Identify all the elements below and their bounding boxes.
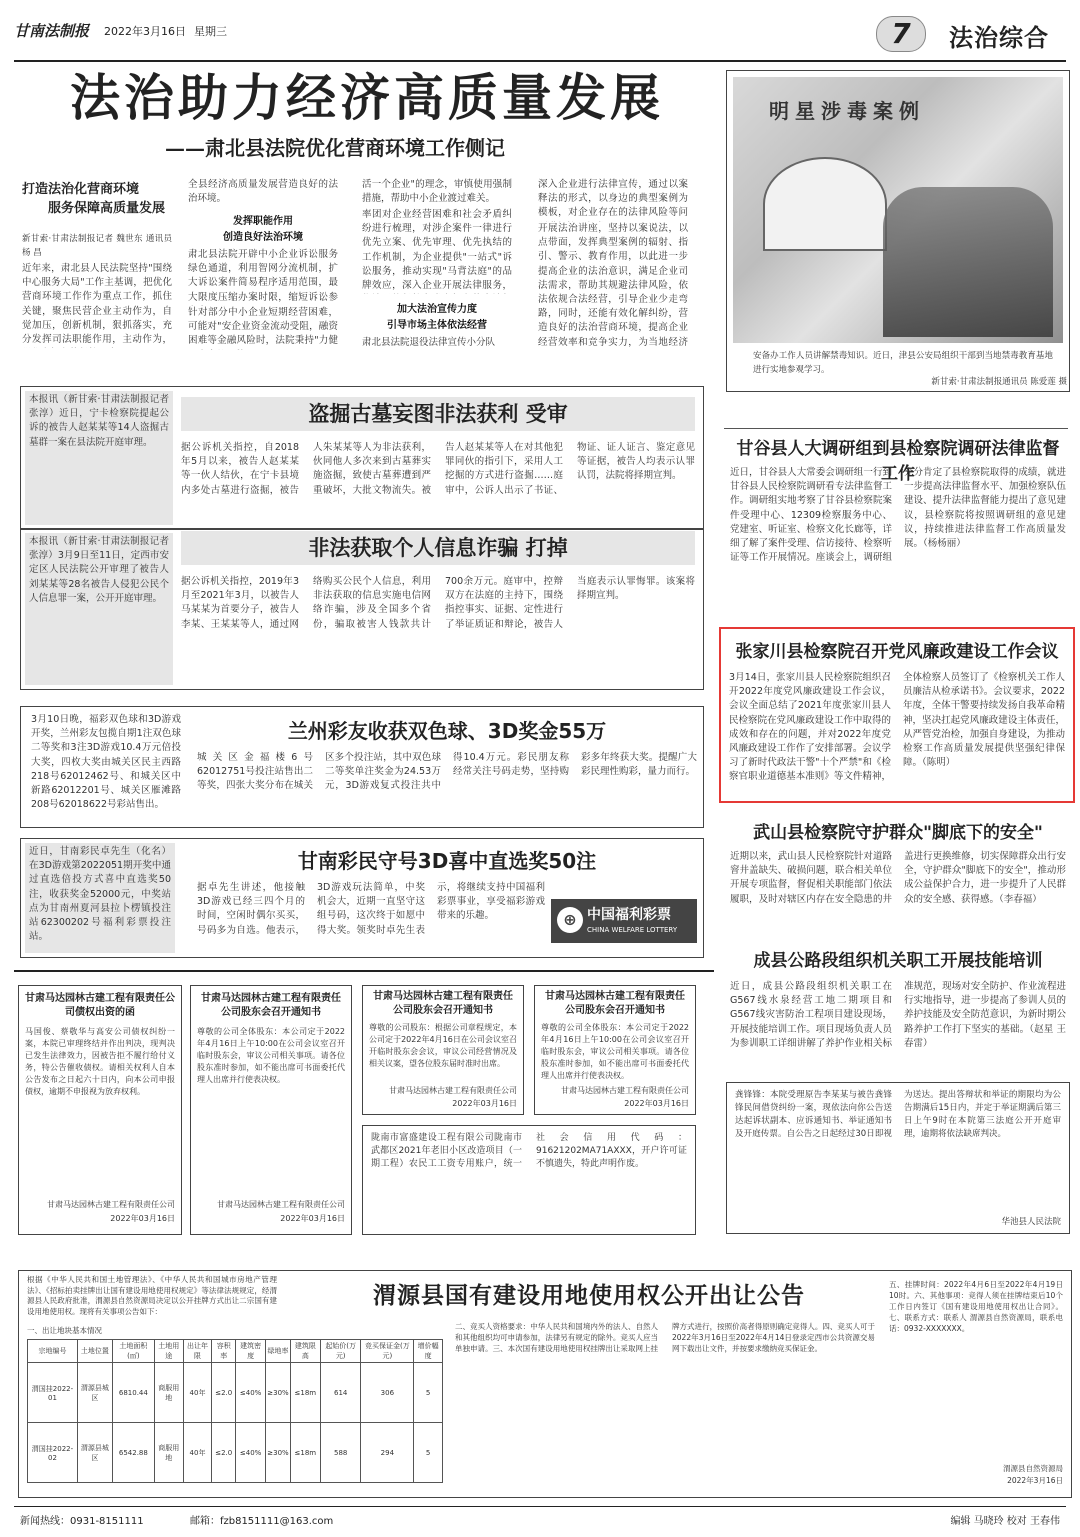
fraud-title-band <box>181 531 695 565</box>
right-article-4-title: 成县公路段组织机关职工开展技能培训 <box>753 951 1043 971</box>
land-th: 容积率 <box>212 1340 236 1363</box>
land-th: 土地用途 <box>154 1340 183 1363</box>
land-cell: 6542.88 <box>112 1423 154 1483</box>
fraud-body: 据公诉机关指控，2019年3月至2021年3月，以被告人马某某为首要分子，被告人李某、王某某等人，通过网络购买公民个人信息，利用非法获取的信息实施电信网络诈骗，涉及全国多个省份，骗取被害人钱款共计700余万元。庭审中，控辩双方在法庭的主持下，围绕指控事实、证据、定性进行了举证质证和辩论，被告人当庭表示认罪悔罪。该案将择期宣判。 <box>181 576 695 630</box>
issue-weekday: 星期三 <box>194 25 227 38</box>
land-th: 建筑密度 <box>235 1340 265 1363</box>
land-table-header-row <box>28 1340 443 1363</box>
notice-1-body: 马国俊、蔡敬华与高安公司债权纠纷一案，本院已审理终结并作出判决，现判决已发生法律效力，因被告拒不履行给付义务，特公告催收债权。请相关权利人自本公告发布之日起六十日内，向本公司申报债权，逾期不申报视为放弃权利。 <box>25 1027 175 1096</box>
lead-col-2a: 全县经济高质量发展营造良好的法治环境。 <box>188 179 338 205</box>
page-footer <box>20 1512 1066 1530</box>
gannan-lead: 近日，甘南彩民卓先生（化名）在3D游戏第2022051期开奖中通过直选倍投方式喜中直选奖50注，收获奖金52000元，中奖站点为甘南州夏河县拉卜楞镇投注站62300202号福利彩票投注站。 <box>29 846 171 943</box>
right-article-3-body: 近期以来，武山县人民检察院针对道路窨井盖缺失、破损问题，联合相关单位开展专项监督，督促相关职能部门依法履职，及时对辖区内存在安全隐患的井盖进行更换维修，切实保障群众出行安全，守护群众"脚底下的安全"，推动形成公益保护合力，进一步提升了人民群众的安全感、获得感。（李春福） <box>730 851 1066 905</box>
notice-3-body: 尊敬的公司股东：根据公司章程规定，本公司定于2022年4月16日在公司会议室召开临时股东会会议，审议公司经营情况及相关议案，望各位股东届时准时出席。 <box>369 1023 517 1068</box>
lead-sub2b: 引导市场主体依法经营 <box>387 320 487 331</box>
right-rule-1 <box>724 428 1068 429</box>
notice-3-title: 甘肃马达园林古建工程有限责任公司股东会召开通知书 <box>373 991 513 1016</box>
hotline-label: 新闻热线： <box>20 1516 70 1527</box>
right-article-3-title: 武山县检察院守护群众"脚底下的安全" <box>753 823 1043 843</box>
lead-sub1: 发挥职能作用 <box>233 216 293 227</box>
lead-col-2c: 针对部分中小企业短期经营困难，可能对"安企业资金流动受阻，融资困难等金融风险时，法院秉持"力健 <box>188 307 338 347</box>
lead-photo <box>733 77 1063 343</box>
land-cell: ≤18m <box>290 1423 320 1483</box>
land-cell: ≤40% <box>235 1423 265 1483</box>
notice-4-footer: 甘肃马达园林古建工程有限责任公司 <box>561 1086 689 1095</box>
land-cell: 渭源县城区 <box>77 1423 112 1483</box>
land-table-grid <box>27 1339 443 1483</box>
land-th: 宗地编号 <box>28 1340 78 1363</box>
table-row <box>28 1363 443 1423</box>
issue-date: 2022年3月16日 <box>104 25 186 38</box>
lead-photo-frame <box>726 70 1070 392</box>
right-article-2-body: 3月14日，张家川县人民检察院组织召开2022年度党风廉政建设工作会议，会议全面总结了2021年度张家川县人民检察院在党风廉政建设工作中取得的成效和存在的问题，并对2022年度党风廉政建设工作作了安排部署。会议学习了新时代政法干警"十个严禁"和《检察官职业道德基本准则》等文件精神，全体检察人员签订了《检察机关工作人员廉洁从检承诺书》。会议要求，2022年度，全体干警要持续发扬自我革命精神，坚决扛起党风廉政建设主体责任，从严管党治检，加强自身建设，为推动检察工作高质量发展提供坚强纪律保障。（陈明） <box>729 672 1065 783</box>
right-article-2-title: 张家川县检察院召开党风廉政建设工作会议 <box>735 642 1059 662</box>
notice-2-date: 2022年03月16日 <box>280 1214 345 1223</box>
land-cell: 5 <box>414 1423 443 1483</box>
notice-3-date: 2022年03月16日 <box>452 1099 517 1108</box>
land-th: 土地面积(㎡) <box>112 1340 154 1363</box>
notice-2-body: 尊敬的公司全体股东：本公司定于2022年4月16日上午10:00在公司会议室召开临时股东会，审议公司相关事项。请各位股东准时参加，如不能出席可书面委托代理人出席并行使表决权。 <box>197 1027 345 1084</box>
court-notices <box>726 1082 1070 1234</box>
land-cell: 商服用地 <box>154 1363 183 1423</box>
article-lottery-gannan <box>20 838 704 958</box>
land-intro: 根据《中华人民共和国土地管理法》、《中华人民共和国城市房地产管理法》、《招标拍卖挂牌出让国有建设用地使用权规定》等法律法规规定，经渭源县人民政府批准，渭源县自然资源局决定以公开挂牌方式出让二宗国有建设用地使用权。现将有关事项公告如下： <box>27 1275 277 1316</box>
notice-1-footer: 甘肃马达园林古建工程有限责任公司 <box>47 1200 175 1209</box>
land-cell: ≤2.0 <box>212 1423 236 1483</box>
land-cell: 40年 <box>183 1423 212 1483</box>
article-tomb <box>20 386 704 530</box>
land-th: 增价幅度 <box>414 1340 443 1363</box>
editor-credit: 编辑 马晓玲 校对 王春伟 <box>950 1516 1060 1527</box>
article-fraud <box>20 528 704 690</box>
gannan-title: 甘南彩民守号3D喜中直选奖50注 <box>297 849 597 873</box>
land-date: 2022年3月16日 <box>1007 1476 1063 1485</box>
court-notices-body: 龚锋锋：本院受理原告李某某与被告龚锋锋民间借贷纠纷一案，现依法向你公告送达起诉状副本、应诉通知书、举证通知书及开庭传票。自公告之日起经过30日即视为送达。提出答辩状和举证的期限均为公告期满后15日内，并定于举证期满后第三日上午9时在本院第三法庭公开开庭审理，逾期将依法缺席判决。 <box>735 1090 1061 1139</box>
intro-title-line2: 服务保障高质量发展 <box>48 201 166 216</box>
land-cell: 294 <box>361 1423 414 1483</box>
hotline: 0931-8151111 <box>70 1516 144 1527</box>
land-cell: 40年 <box>183 1363 212 1423</box>
fraud-title: 非法获取个人信息诈骗 打掉 <box>308 536 568 560</box>
lanzhou-lead: 3月10日晚，福彩双色球和3D游戏开奖，兰州彩友包揽自期1注双色球二等奖和3注3D游戏10.4万元倍投大奖，四枚大奖由城关区民主西路218号62012462号、和城关区中新路62012201号、城关区雁滩路208号62018622号彩站售出。 <box>31 714 181 811</box>
lead-col-2b: 肃北县法院开辟中小企业诉讼服务绿色通道，利用智网分流机制，扩大诉讼案件简易程序适用范围，最大限度压缩办案时限，缩短诉讼参 <box>188 249 338 303</box>
lanzhou-body: 城关区金福楼6号62012751号投注站售出二等奖，四张大奖分布在城关区多个投注站，其中双色球二等奖单注奖金为24.53万元，3D游戏复式投注共中得10.4万元。彩民朋友称经常关注号码走势，坚持购彩多年终获大奖。提醒广大彩民理性购彩，量力而行。 <box>197 752 697 792</box>
masthead <box>14 12 1070 60</box>
lead-byline: 新甘索·甘肃法制报记者 魏世东 通讯员 杨 昌 <box>22 234 172 259</box>
welfare-lottery-logo <box>551 899 697 943</box>
land-cell: 渭国挂2022-01 <box>28 1363 78 1423</box>
notice-1 <box>18 985 182 1235</box>
right-article-1-body: 近日，甘谷县人大常委会调研组一行到甘谷县人民检察院调研看专法律监督工作。调研组实地考察了甘谷县检察院案件受理中心、12309检察服务中心、党建室、听证室、检察文化长廊等，详细了解了案件受理、信访接待、检察听证等工作开展情况。座谈会上，调研组充分肯定了县检察院取得的成绩，就进一步提高法律监督水平、加强检察队伍建设、提升法律监督能力提出了意见建议，县检察院将按照调研组的意见建议，持续推进法律监督工作高质量发展。（杨杨丽） <box>730 467 1066 564</box>
right-article-4-body: 近日，成县公路段组织机关职工在G567线水泉经营工地二期项目和G567线灾害防治工程项目建设现场，开展技能培训工作。项目现场负责人员为参训职工详细讲解了养护作业相关标准规范，现场对安全防护、作业流程进行实地指导，进一步提高了参训人员的养护技能及安全防范意识，为新时期公路养护工作打下坚实的基础。（赵星 王春雷） <box>730 981 1066 1049</box>
land-th: 土地位置 <box>77 1340 112 1363</box>
tomb-lead-block <box>25 391 173 525</box>
article-lottery-lanzhou <box>20 706 704 828</box>
land-table <box>27 1339 443 1483</box>
right-article-2-highlight <box>719 627 1075 803</box>
lead-photo-credit: 新甘索·甘肃法制报通讯员 陈爱莲 摄 <box>931 377 1067 387</box>
land-th: 绿地率 <box>266 1340 290 1363</box>
table-row <box>28 1423 443 1483</box>
section-name: 法治综合 <box>949 24 1049 52</box>
land-cell: 614 <box>320 1363 360 1423</box>
land-th: 出让年限 <box>183 1340 212 1363</box>
welfare-lottery-en: CHINA WELFARE LOTTERY <box>587 926 678 934</box>
tomb-lead: 本报讯（新甘索·甘肃法制报记者 张淳）近日，宁卡检察院提起公诉的被告人赵某某等14人盗掘古墓群一案在县法院开庭审理。 <box>29 394 169 448</box>
notice-5 <box>362 1125 696 1235</box>
email-label: 邮箱： <box>189 1516 220 1527</box>
land-body-middle: 二、竞买人资格要求：中华人民共和国境内外的法人、自然人和其他组织均可申请参加，法律另有规定的除外。竞买人应当单独申请。三、本次国有建设用地使用权挂牌出让采取网上挂牌方式进行，按照价高者得原则确定竞得人。四、竞买人可于2022年3月16日至2022年4月14日登录定西市公共资源交易网下载出让文件，并按要求缴纳竞买保证金。 <box>455 1322 875 1353</box>
intro-title-line1: 打造法治化营商环境 <box>22 182 140 197</box>
land-cell: ≥30% <box>266 1363 290 1423</box>
page-number: 7 <box>891 17 911 50</box>
land-cell: 渭源县城区 <box>77 1363 112 1423</box>
land-notice <box>18 1270 1072 1498</box>
land-cell: 商服用地 <box>154 1423 183 1483</box>
notice-3-footer: 甘肃马达园林古建工程有限责任公司 <box>389 1086 517 1095</box>
notice-1-date: 2022年03月16日 <box>110 1214 175 1223</box>
notice-4-date: 2022年03月16日 <box>624 1099 689 1108</box>
photo-banner-text: 明星涉毒案例 <box>769 99 925 123</box>
notice-3 <box>362 985 524 1115</box>
land-cell: 6810.44 <box>112 1363 154 1423</box>
notice-2 <box>190 985 352 1235</box>
photo-wall-panel <box>763 157 887 251</box>
lead-col-4b: 开展法治讲座，坚持以案说法，以点带面，发挥典型案例的辐射、指引、警示、教育作用，以此进一步提高企业的法治意识，满足企业司法需求，帮助其规避法律风险，依法依规合法经营，引导企业少走弯路，同时，还能有效化解纠纷，营造良好的法治营商环境，提高企业经营效率和竞争实力，为当地经济 <box>538 223 688 348</box>
tomb-body: 据公诉机关指控，自2018年5月以来，被告人赵某某等一伙人结伙，在宁卡县境内多处古墓进行盗掘，被告人朱某某等人为非法获利，伙同他人多次来到古墓葬实施盗掘，致使古墓葬遭到严重破坏，大批文物流失。被告人赵某某等人在对其他犯罪同伙的指引下，采用人工挖掘的方式进行盗掘……庭审中，公诉人出示了书证、物证、证人证言、鉴定意见等证据，被告人均表示认罪认罚，法院将择期宣判。 <box>181 442 695 496</box>
paper-name: 甘南法制报 <box>14 22 90 40</box>
land-cell: 306 <box>361 1363 414 1423</box>
land-cell: ≥30% <box>266 1423 290 1483</box>
photo-people <box>883 187 1053 337</box>
land-cell: 渭国挂2022-02 <box>28 1423 78 1483</box>
land-cell: ≤18m <box>290 1363 320 1423</box>
notice-5-body: 陇南市富盛建设工程有限公司陇南市武都区2021年老旧小区改造项目（一期工程）农民工工资专用账户，统一社会信用代码：91621202MA71AXXX，开户许可证不慎遗失，特此声明作废。 <box>371 1133 687 1169</box>
land-th: 竞买保证金(万元) <box>361 1340 414 1363</box>
gannan-body: 据卓先生讲述，他接触3D游戏已经三四个月的时间，空闲时偶尔买买，号码多为自选。他表示，3D游戏玩法简单，中奖机会大，近期一直坚守这组号码，这次终于如愿中得大奖。领奖时卓先生表示，将继续支持中国福利彩票事业，享受福彩游戏带来的乐趣。 <box>197 882 545 936</box>
lead-col-3a: 活一个企业"的理念，审慎使用强制措施，帮助中小企业渡过难关。 <box>362 179 512 205</box>
notice-1-title: 甘肃马达园林古建工程有限责任公司债权出资的函 <box>25 993 175 1018</box>
land-title: 渭源县国有建设用地使用权公开出让公告 <box>373 1282 805 1309</box>
notice-4-title: 甘肃马达园林古建工程有限责任公司股东会召开通知书 <box>545 991 685 1016</box>
notice-4-body: 尊敬的公司全体股东：本公司定于2022年4月16日上午10:00在公司会议室召开临时股东会，审议公司相关事项。请各位股东准时参加，如不能出席可书面委托代理人出席并行使表决权。 <box>541 1023 689 1080</box>
fraud-lead-block <box>25 533 173 685</box>
land-body-right: 五、挂牌时间：2022年4月6日至2022年4月19日10时。六、其他事项：竞得人须在挂牌结束后10个工作日内签订《国有建设用地使用权出让合同》。七、联系方式：联系人 渭源县自然资源局，联系电话：0932-XXXXXXX。 <box>889 1280 1063 1333</box>
notice-2-title: 甘肃马达园林古建工程有限责任公司股东会召开通知书 <box>201 993 341 1018</box>
land-table-caption: 一、出让地块基本情况 <box>27 1326 102 1335</box>
lead-headline: 法治助力经济高质量发展 <box>70 68 664 127</box>
masthead-rule <box>14 60 1066 62</box>
welfare-lottery-icon: ⊕ <box>557 907 583 933</box>
lead-photo-caption: 安备办工作人员讲解禁毒知识。近日，津县公安局组织干部到当地禁毒教育基地进行实地参观学习。 <box>753 351 1053 376</box>
court-notices-footer: 华池县人民法院 <box>1001 1217 1061 1227</box>
lead-col-3b: 率团对企业经营困难和社会矛盾纠纷进行梳理，对涉企案件一律进行优先立案、优先审理、优先执结的工作机制，为企业提供"一站式"诉讼服务，推动实现"马背法庭"的品牌效应，深入企业开展法律服务， <box>362 209 512 292</box>
gannan-lead-block <box>25 843 175 953</box>
land-footer: 渭源县自然资源局 <box>1003 1464 1063 1473</box>
lead-col-4a: 深入企业进行法律宣传，通过以案释法的形式，以身边的典型案例为模板，对企业存在的法律风险等问 <box>538 179 688 219</box>
lanzhou-title: 兰州彩友收获双色球、3D奖金55万 <box>287 719 607 743</box>
tomb-title: 盗掘古墓妄图非法获利 受审 <box>308 402 568 426</box>
land-cell: 588 <box>320 1423 360 1483</box>
land-cell: ≤2.0 <box>212 1363 236 1423</box>
email: fzb8151111@163.com <box>219 1516 334 1527</box>
land-th: 起始价(万元) <box>320 1340 360 1363</box>
land-cell: 5 <box>414 1363 443 1423</box>
lead-intro-title <box>22 178 182 216</box>
lead-credit: 肃北县法院退役法律宣传小分队 <box>362 337 496 348</box>
lead-col-1: 近年来，肃北县人民法院坚持"围绕中心服务大局"工作主基调，把优化营商环境工作作为重点工作，抓住关键，聚焦民营企业主动作为，自觉加压，创新机制，狠抓落实，充分发挥司法职能作用，主动作为， <box>22 263 172 346</box>
tomb-title-band <box>181 397 695 431</box>
lead-subhead: ——肃北县法院优化营商环境工作侧记 <box>165 136 505 160</box>
footer-rule <box>14 1506 1066 1507</box>
lead-sub2: 加大法治宣传力度 <box>397 304 477 315</box>
notice-2-footer: 甘肃马达园林古建工程有限责任公司 <box>217 1200 345 1209</box>
lead-sub1b: 创造良好法治环境 <box>223 232 303 243</box>
notice-4 <box>534 985 696 1115</box>
land-th: 建筑限高 <box>290 1340 320 1363</box>
page-number-badge <box>876 16 926 52</box>
notices-rule <box>14 970 714 972</box>
welfare-lottery-name: 中国福利彩票 <box>587 907 671 923</box>
land-cell: ≤40% <box>235 1363 265 1423</box>
fraud-lead: 本报讯（新甘索·甘肃法制报记者 张淳）3月9日至11日，定西市安定区人民法院公开审理了被告人刘某某等28名被告人侵犯公民个人信息罪一案，公开开庭审理。 <box>29 536 169 604</box>
right-article-1-title: 甘谷县人大调研组到县检察院调研法律监督工作 <box>736 439 1060 484</box>
